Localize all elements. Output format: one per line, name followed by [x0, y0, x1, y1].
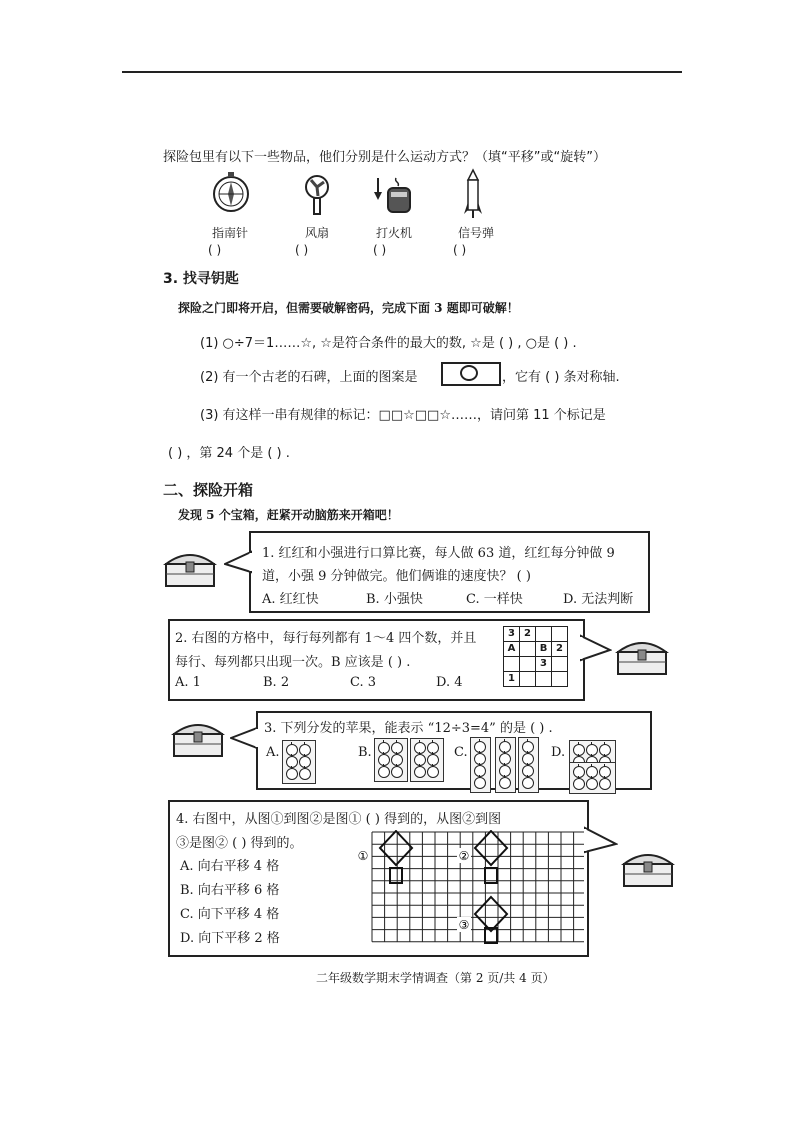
grid-cell: 2: [552, 642, 568, 657]
circle-shape: [460, 365, 478, 381]
apple-tray: [282, 740, 316, 784]
question-3-line2: ( ) ，第 24 个是 ( ) .: [168, 446, 290, 461]
option-c[interactable]: C. 向下平移 4 格: [180, 907, 280, 922]
answer-blank[interactable]: ( ): [295, 243, 309, 257]
part-heading: 二、探险开箱: [163, 481, 254, 499]
box2-line1: 2. 右图的方格中，每行每列都有 1～4 四个数，并且: [175, 631, 477, 646]
apple-icon: [522, 753, 534, 765]
box3-line1: 3. 下列分发的苹果，能表示 “12÷3=4” 的是 ( ) .: [264, 721, 553, 736]
flare-rocket-icon: [463, 168, 483, 220]
apple-icon: [286, 744, 298, 756]
speech-pointer: [230, 726, 258, 752]
apple-icon: [427, 754, 439, 766]
figure-2: [475, 831, 507, 883]
apple-icon: [499, 765, 511, 777]
option-a[interactable]: A. 1: [175, 675, 201, 690]
apple-icon: [599, 744, 611, 756]
apple-icon: [474, 777, 486, 789]
treasure-chest-icon: [162, 548, 218, 590]
option-a[interactable]: A.: [266, 745, 280, 760]
answer-blank[interactable]: ( ): [208, 243, 222, 257]
apple-icon: [573, 744, 585, 756]
option-d[interactable]: D. 4: [436, 675, 463, 690]
box1-line1: 1. 红红和小强进行口算比赛，每人做 63 道，红红每分钟做 9: [262, 546, 615, 561]
apple-icon: [474, 741, 486, 753]
apple-icon: [378, 766, 390, 778]
apple-icon: [414, 742, 426, 754]
box4-line1: 4. 右图中，从图①到图②是图① ( ) 得到的，从图②到图: [176, 812, 502, 827]
apple-icon: [414, 766, 426, 778]
fan-icon: [303, 174, 331, 218]
apple-icon: [586, 766, 598, 778]
grid-cell: [552, 657, 568, 672]
grid-cell: [536, 627, 552, 642]
option-a[interactable]: A. 向右平移 4 格: [180, 859, 280, 874]
apple-icon: [299, 744, 311, 756]
apple-icon: [573, 766, 585, 778]
motion-item-label: 打火机: [376, 226, 413, 240]
option-c[interactable]: C. 3: [350, 675, 377, 690]
grid-row: [504, 642, 568, 657]
speech-pointer: [584, 826, 618, 856]
figure-label-2: ②: [458, 849, 470, 863]
option-b[interactable]: B. 小强快: [366, 592, 423, 607]
option-c[interactable]: C. 一样快: [466, 592, 523, 607]
option-b[interactable]: B.: [358, 745, 372, 760]
speech-pointer: [224, 550, 252, 576]
apple-tray: [374, 738, 408, 782]
box2-line2: 每行、每列都只出现一次。B 应该是 ( ) .: [175, 655, 411, 670]
apple-icon: [427, 742, 439, 754]
apple-icon: [474, 765, 486, 777]
apple-tray: [569, 762, 616, 794]
motion-item-label: 指南针: [212, 226, 249, 240]
grid-cell: [520, 642, 536, 657]
speech-pointer: [580, 634, 612, 664]
option-d[interactable]: D. 无法判断: [563, 592, 634, 607]
answer-blank[interactable]: ( ): [373, 243, 387, 257]
grid-cell: [504, 657, 520, 672]
apple-icon: [499, 741, 511, 753]
apple-tray: [410, 738, 444, 782]
apple-icon: [391, 754, 403, 766]
apple-tray: [470, 737, 491, 793]
apple-icon: [299, 768, 311, 780]
grid-cell: 3: [536, 657, 552, 672]
grid-cell: [536, 672, 552, 687]
apple-icon: [378, 742, 390, 754]
apple-icon: [499, 777, 511, 789]
apple-icon: [391, 742, 403, 754]
question-3-line1: (3) 有这样一串有规律的标记：□□☆□□☆……，请问第 11 个标记是: [200, 408, 606, 423]
apple-icon: [522, 741, 534, 753]
option-c[interactable]: C.: [454, 745, 468, 760]
apple-icon: [599, 778, 611, 790]
figure-3: [475, 897, 507, 943]
grid-lines: [372, 832, 584, 942]
grid-cell: [552, 627, 568, 642]
treasure-chest-icon: [170, 718, 226, 760]
answer-blank[interactable]: ( ): [453, 243, 467, 257]
apple-icon: [299, 756, 311, 768]
apple-tray: [518, 737, 539, 793]
header-rule: [122, 71, 682, 73]
motion-item-label: 信号弹: [458, 226, 495, 240]
option-d[interactable]: D.: [551, 745, 566, 760]
apple-icon: [522, 777, 534, 789]
compass-icon: [212, 170, 250, 216]
apple-icon: [474, 753, 486, 765]
apple-icon: [522, 765, 534, 777]
stone-tablet-pattern: [441, 362, 501, 386]
question-1: (1) ○÷7＝1……☆, ☆是符合条件的最大的数, ☆是 ( ) , ○是 ( ) .: [200, 336, 577, 351]
apple-icon: [599, 766, 611, 778]
apple-icon: [391, 766, 403, 778]
motion-item-label: 风扇: [305, 226, 330, 240]
grid-row: [504, 672, 568, 687]
grid-cell: 3: [504, 627, 520, 642]
option-b[interactable]: B. 2: [263, 675, 290, 690]
grid-cell: [552, 672, 568, 687]
option-d[interactable]: D. 向下平移 2 格: [180, 931, 280, 946]
grid-cell: [520, 672, 536, 687]
option-b[interactable]: B. 向右平移 6 格: [180, 883, 280, 898]
lighter-icon: [372, 176, 412, 218]
section-intro: 探险之门即将开启，但需要破解密码，完成下面 3 题即可破解！: [178, 301, 519, 315]
question-2-text-end: ，它有 ( ) 条对称轴.: [502, 370, 620, 385]
motion-question-prompt: 探险包里有以下一些物品，他们分别是什么运动方式？（填“平移”或“旋转”）: [163, 150, 606, 165]
apple-icon: [414, 754, 426, 766]
grid-cell: A: [504, 642, 520, 657]
section-heading: 3. 找寻钥匙: [163, 271, 239, 287]
grid-cell: 2: [520, 627, 536, 642]
question-2-text: (2) 有一个古老的石碑，上面的图案是: [200, 370, 418, 385]
apple-icon: [573, 778, 585, 790]
apple-icon: [586, 744, 598, 756]
apple-icon: [586, 778, 598, 790]
box4-line2: ③是图② ( ) 得到的。: [176, 836, 303, 851]
apple-icon: [286, 756, 298, 768]
figure-label-1: ①: [357, 849, 369, 863]
grid-row: [504, 627, 568, 642]
apple-icon: [286, 768, 298, 780]
grid-cell: [520, 657, 536, 672]
option-a[interactable]: A. 红红快: [262, 592, 319, 607]
grid-row: [504, 657, 568, 672]
page-footer: 二年级数学期末学情调查（第 2 页/共 4 页）: [316, 971, 555, 985]
grid-cell: B: [536, 642, 552, 657]
apple-icon: [427, 766, 439, 778]
sudoku-grid: [503, 626, 568, 687]
figure-label-3: ③: [458, 918, 470, 932]
apple-icon: [378, 754, 390, 766]
treasure-chest-icon: [614, 636, 670, 678]
treasure-chest-icon: [620, 848, 676, 890]
part-intro: 发现 5 个宝箱，赶紧开动脑筋来开箱吧！: [178, 508, 399, 522]
grid-cell: 1: [504, 672, 520, 687]
box1-line2: 道，小强 9 分钟做完。他们俩谁的速度快？ ( ): [262, 569, 531, 584]
apple-tray: [495, 737, 516, 793]
apple-icon: [499, 753, 511, 765]
translation-grid-figure: [356, 830, 584, 946]
